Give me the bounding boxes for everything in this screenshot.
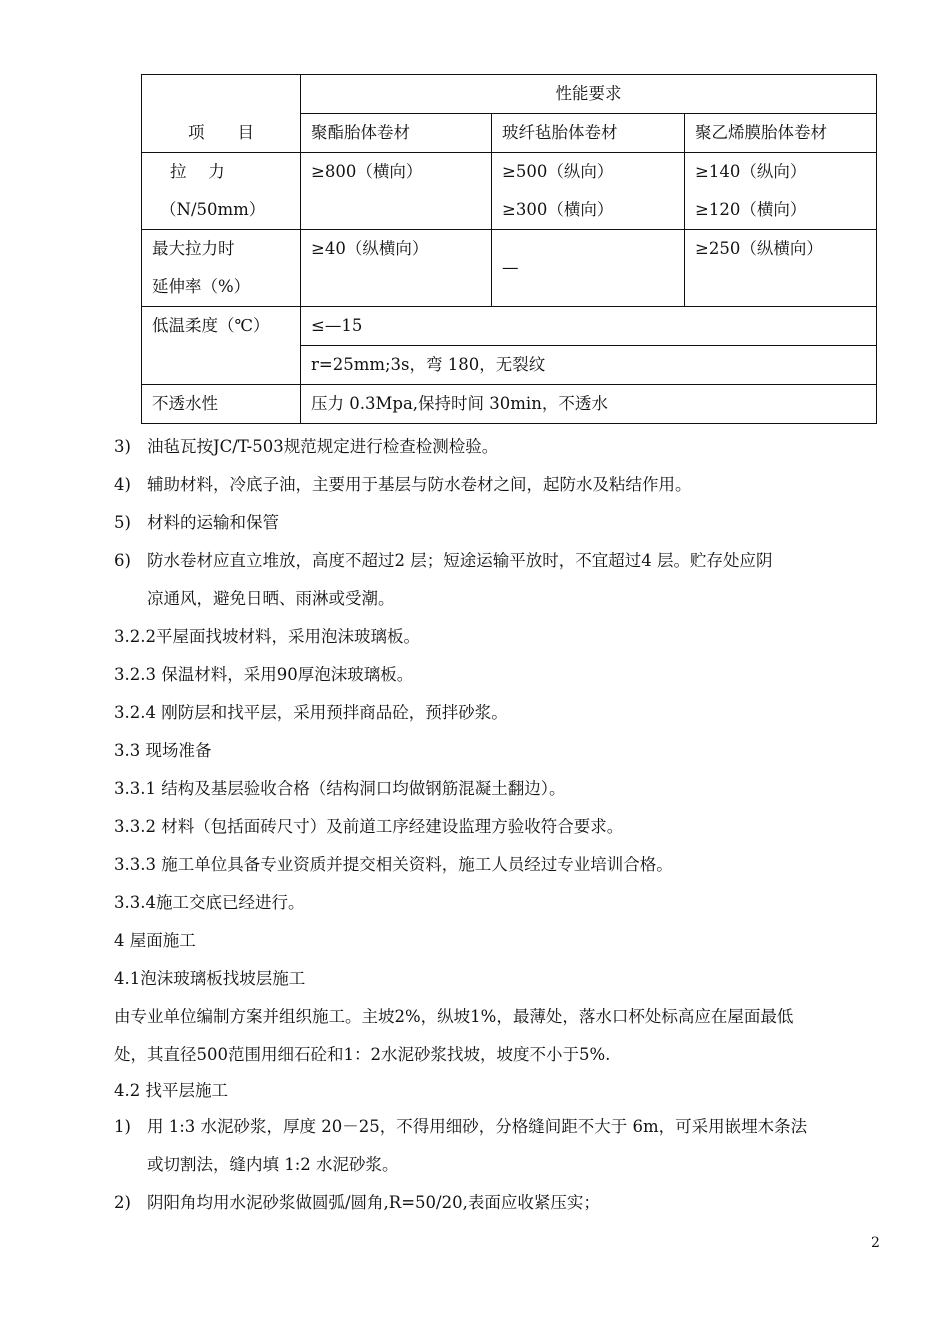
- item-text: 阴阳角均用水泥砂浆做圆弧/圆角,R=50/20,表面应收紧压实；: [147, 1193, 600, 1212]
- header-polyester: 聚酯胎体卷材: [301, 114, 492, 153]
- item-number: 4): [114, 475, 131, 494]
- tensile-unit: （N/50mm）: [160, 200, 266, 219]
- tensile-polyester: [301, 153, 492, 230]
- item-text: 油毡瓦按JC/T-503规范规定进行检查检测检验。: [147, 437, 499, 456]
- header-performance-label: 性能要求: [555, 84, 622, 103]
- paragraph: 3.3.3 施工单位具备专业资质并提交相关资料，施工人员经过专业培训合格。: [114, 855, 673, 874]
- item-number: 2): [114, 1193, 131, 1212]
- item-text: 防水卷材应直立堆放，高度不超过2 层；短途运输平放时，不宜超过4 层。贮存处应阴: [147, 551, 773, 570]
- tensile-glass-fiber: [492, 153, 685, 230]
- item-number: 5): [114, 513, 131, 532]
- table-row-impermeable: [142, 385, 877, 424]
- tensile-label-cell: [142, 153, 301, 230]
- table-row-tensile: [142, 153, 877, 230]
- header-item-label: 项 目: [188, 122, 254, 142]
- paragraph: 3.3.2 材料（包括面砖尺寸）及前道工序经建设监理方验收符合要求。: [114, 817, 624, 836]
- section-heading: 4 屋面施工: [114, 931, 196, 950]
- header-performance-cell: [301, 75, 877, 114]
- header-item-cell: [142, 75, 301, 153]
- list-item: [114, 1184, 886, 1222]
- low-temp-value-2: r=25mm;3s，弯 180，无裂纹: [301, 346, 877, 385]
- table-row-elongation: [142, 230, 877, 307]
- item-text-block: [147, 542, 886, 618]
- paragraph: 由专业单位编制方案并组织施工。主坡2%，纵坡1%，最薄处，落水口杯处标高应在屋面最低: [114, 1007, 794, 1026]
- performance-table: [141, 74, 877, 424]
- tensile-pe-value-1: ≥140（纵向）: [695, 162, 807, 181]
- list-item: [114, 504, 886, 542]
- paragraph: 3.2.3 保温材料，采用90厚泡沫玻璃板。: [114, 665, 414, 684]
- tensile-glass-value-2: ≥300（横向）: [502, 200, 614, 219]
- table-header-row: [142, 75, 877, 114]
- impermeable-label: 不透水性: [142, 385, 301, 424]
- low-temp-value-1: ≤—15: [301, 307, 877, 346]
- list-item: [114, 428, 886, 466]
- elongation-pe-value: ≥250（纵横向）: [695, 239, 823, 258]
- item-text: 材料的运输和保管: [147, 513, 279, 532]
- item-text-continued: 凉通风，避免日晒、雨淋或受潮。: [147, 589, 395, 608]
- list-item: [114, 1108, 886, 1184]
- header-polyethylene: 聚乙烯膜胎体卷材: [685, 114, 877, 153]
- paragraph: 3.3.1 结构及基层验收合格（结构洞口均做钢筋混凝土翻边）。: [114, 779, 566, 798]
- item-number: 6): [114, 551, 131, 570]
- item-number: 3): [114, 437, 131, 456]
- elongation-label-cell: [142, 230, 301, 307]
- section-heading: 4.1泡沫玻璃板找坡层施工: [114, 969, 306, 988]
- elongation-label-2: 延伸率（%）: [152, 277, 251, 296]
- body-text: [114, 428, 886, 1222]
- item-text: 用 1:3 水泥砂浆，厚度 20－25，不得用细砂，分格缝间距不大于 6m，可采用嵌埋木条法: [147, 1117, 808, 1136]
- tensile-polyethylene: [685, 153, 877, 230]
- tensile-pe-value-2: ≥120（横向）: [695, 200, 807, 219]
- tensile-glass-value-1: ≥500（纵向）: [502, 162, 614, 181]
- elongation-glass-fiber: [492, 230, 685, 307]
- list-item: [114, 466, 886, 504]
- table-row-low-temp: [142, 307, 877, 346]
- item-text-block: [147, 1108, 886, 1184]
- elongation-polyester: [301, 230, 492, 307]
- page-number: 2: [871, 1235, 880, 1251]
- low-temp-label-cell: [142, 307, 301, 385]
- elongation-label-1: 最大拉力时: [152, 239, 235, 258]
- paragraph: 3.2.2平屋面找坡材料，采用泡沫玻璃板。: [114, 627, 420, 646]
- elongation-polyethylene: [685, 230, 877, 307]
- paragraph: 3.3.4施工交底已经进行。: [114, 893, 305, 912]
- tensile-polyester-value: ≥800（横向）: [311, 162, 423, 181]
- elongation-glass-value: —: [502, 258, 519, 277]
- section-heading: 4.2 找平层施工: [114, 1081, 228, 1100]
- paragraph: 处，其直径500范围用细石砼和1：2水泥砂浆找坡，坡度不小于5%.: [114, 1045, 611, 1064]
- elongation-polyester-value: ≥40（纵横向）: [311, 239, 429, 258]
- list-item: [114, 542, 886, 618]
- section-heading: 3.3 现场准备: [114, 741, 212, 760]
- low-temp-label: 低温柔度（℃）: [152, 316, 270, 335]
- header-glass-fiber: 玻纤毡胎体卷材: [492, 114, 685, 153]
- impermeable-value: 压力 0.3Mpa,保持时间 30min，不透水: [301, 385, 877, 424]
- tensile-label: 拉 力: [170, 162, 225, 181]
- paragraph: 3.2.4 刚防层和找平层，采用预拌商品砼，预拌砂浆。: [114, 703, 508, 722]
- item-text: 辅助材料，冷底子油，主要用于基层与防水卷材之间，起防水及粘结作用。: [147, 475, 692, 494]
- item-text-continued: 或切割法，缝内填 1:2 水泥砂浆。: [147, 1155, 399, 1174]
- item-number: 1): [114, 1117, 131, 1136]
